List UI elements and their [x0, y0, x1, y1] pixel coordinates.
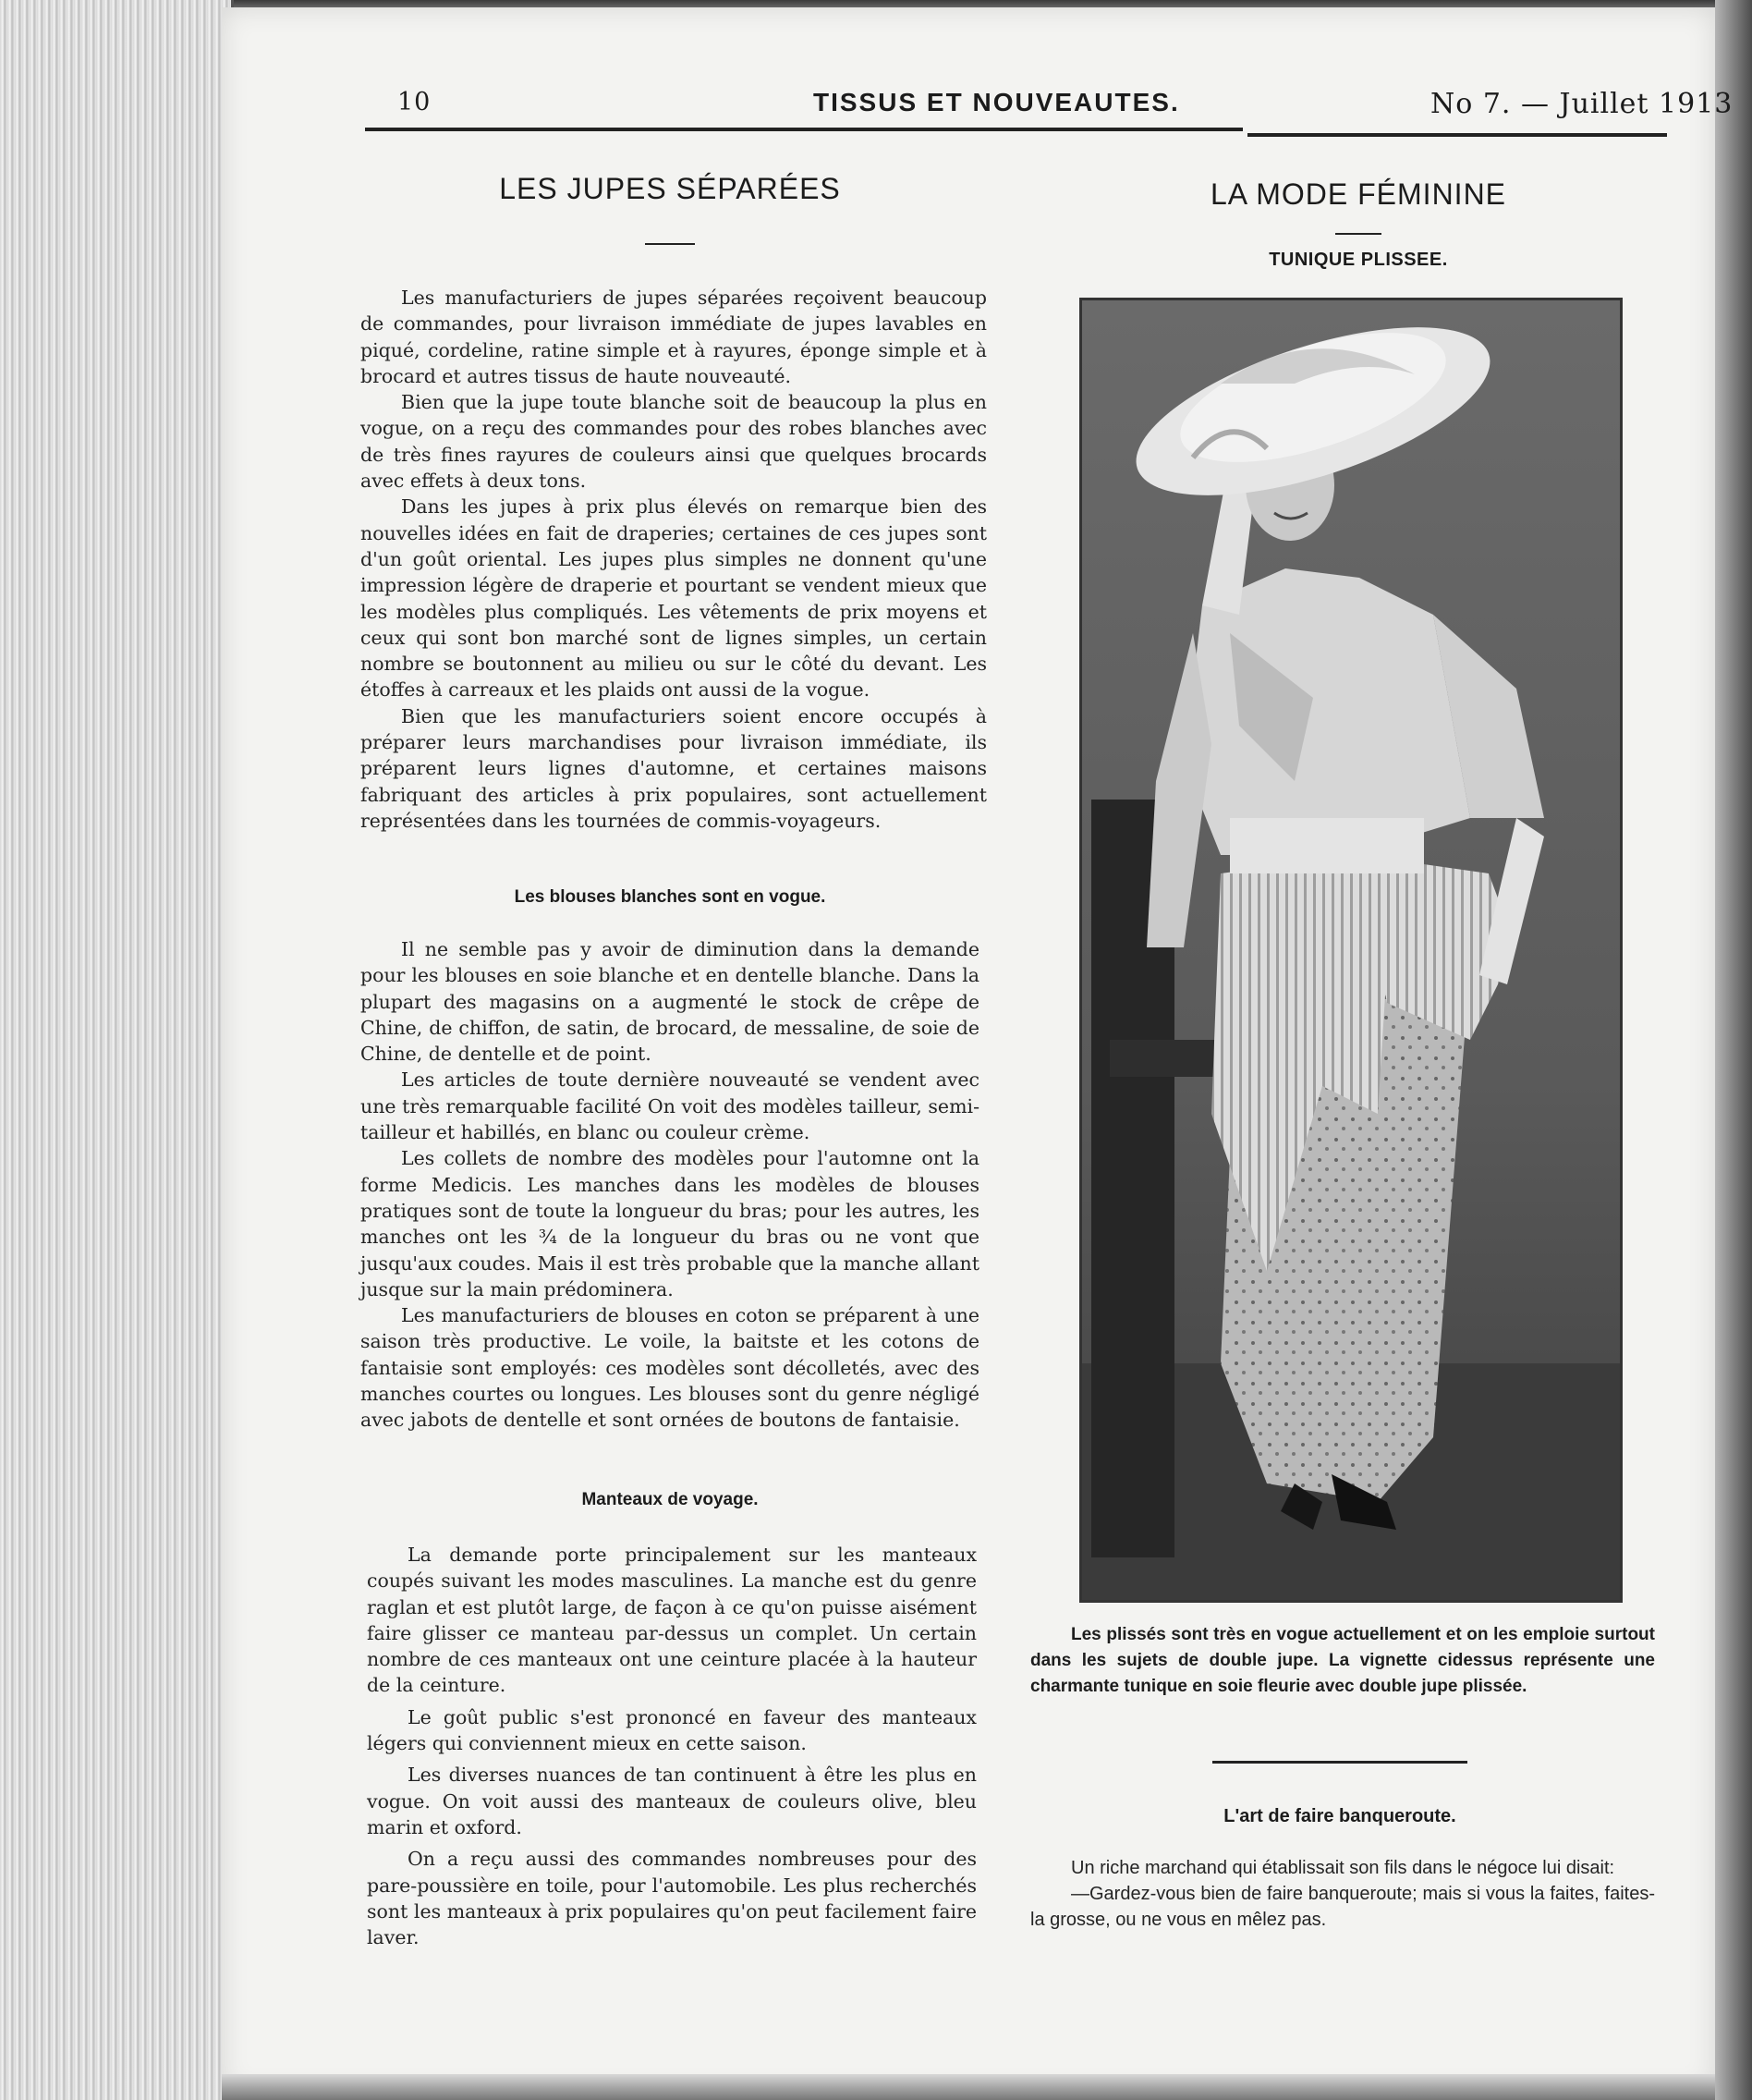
paragraph: Bien que la jupe toute blanche soit de beaucoup la plus en vogue, on a reçu des commandes pour des robes blanches avec de très fines rayures de couleurs ainsi que quelques brocards avec effets à deux tons. — [360, 391, 987, 493]
article-subtitle: TUNIQUE PLISSEE. — [1269, 250, 1448, 270]
paragraph: Les manufacturiers de jupes séparées reçoivent beaucoup de commandes, pour livraison immédiate de jupes lavables en piqué, cordeline, ratine simple et à rayures, éponge simple et à brocard et autres tissus de haute nouveauté. — [360, 287, 987, 387]
paragraph: Un riche marchand qui établissait son fils dans le négoce lui disait: — [1071, 1858, 1615, 1878]
section-heading: Manteaux de voyage. — [581, 1490, 759, 1509]
woman-in-pleated-tunic-image — [1082, 300, 1620, 1600]
book-right-edge — [1715, 0, 1752, 2100]
title-rule — [645, 243, 695, 245]
page-number: 10 — [397, 88, 432, 116]
book-page-edges — [0, 0, 234, 2100]
paragraph: —Gardez-vous bien de faire banqueroute; mais si vous la faites, faites-la grosse, ou ne vous en mêlez pas. — [1030, 1884, 1655, 1930]
paragraph: Dans les jupes à prix plus élevés on remarque bien des nouvelles idées en fait de draperies; certaines de ces jupes sont d'un goût oriental. Les jupes plus simples ne donnent qu'une impression légère de draperie et pourtant se vendent mieux que les modèles plus compliqués. Les vêtements de prix moyens et ceux qui sont bon marché sont de lignes simples, un certain nombre se boutonnent au milieu ou sur le côté du devant. Les étoffes à carreaux et les plaids ont aussi de la vogue. — [360, 495, 987, 702]
page-bottom-edge — [222, 2074, 1715, 2100]
article-title: LES JUPES SÉPARÉES — [499, 172, 841, 205]
article-body — [367, 1542, 977, 1950]
section-heading: Les blouses blanches sont en vogue. — [514, 887, 826, 907]
header-rule — [365, 128, 1243, 131]
section-divider — [1212, 1761, 1467, 1764]
paragraph: Les collets de nombre des modèles pour l'automne ont la forme Medicis. Les manches dans les modèles de blouses pratiques sont de toute la longueur du bras; pour les autres, les manches ont les ¾ de la longueur du bras ou ne vont que jusqu'aux coudes. Mais il est très probable que la manche allant jusque sur la main prédominera. — [360, 1147, 979, 1300]
section-heading: L'art de faire banqueroute. — [1223, 1806, 1456, 1826]
photo-caption: Les plissés sont très en vogue actuellement et on les emploie surtout dans les sujets de double jupe. La vignette cidessus représente une charmante tunique en soie fleurie avec double jupe plissée. — [1030, 1625, 1655, 1696]
paragraph: Les diverses nuances de tan continuent à être les plus en vogue. On voit aussi des manteaux de couleurs olive, bleu marin et oxford. — [367, 1764, 977, 1838]
paragraph: La demande porte principalement sur les manteaux coupés suivant les modes masculines. La manche est du genre raglan et est plutôt large, de façon à ce qu'on puisse aisément faire glisser ce manteau par-dessus un complet. Un certain nombre de ces manteaux ont une ceinture placée à la hauteur de la ceinture. — [367, 1544, 977, 1697]
paragraph: On a reçu aussi des commandes nombreuses pour des pare-poussière en toile, pour l'automobile. Les plus recherchés sont les manteaux à prix populaires qu'on peut facilement faire laver. — [367, 1848, 977, 1949]
article-body — [360, 936, 979, 1434]
paragraph: Les manufacturiers de blouses en coton se préparent à une saison très productive. Le voile, la baitste et les cotons de fantaisie sont employés: ces modèles sont décolletés, avec des manches courtes ou longues. Les blouses sont du genre négligé avec jabots de dentelle et sont ornées de boutons de fantaisie. — [360, 1304, 979, 1432]
article-title: LA MODE FÉMININE — [1210, 177, 1507, 211]
header-rule — [1247, 133, 1667, 137]
title-rule — [1335, 233, 1381, 235]
paragraph: Bien que les manufacturiers soient encore occupés à préparer leurs marchandises pour livraison immédiate, ils préparent leurs lignes d'automne, et certaines maisons fabriquant des articles à prix populaires, sont actuellement représentées dans les tournées de commis-voyageurs. — [360, 704, 987, 832]
fashion-photograph — [1079, 298, 1623, 1603]
paragraph: Il ne semble pas y avoir de diminution dans la demande pour les blouses en soie blanche et en dentelle blanche. Dans la plupart des magasins on a augmenté le stock de crêpe de Chine, de chiffon, de satin, de brocard, de messaline, de soie de Chine, de dentelle et de point. — [360, 938, 979, 1066]
article-body — [360, 285, 987, 834]
paragraph: Les articles de toute dernière nouveauté se vendent avec une très remarquable facilité On voit des modèles tailleur, semi-tailleur et habillés, en blanc ou couleur crème. — [360, 1068, 979, 1144]
issue-number-date: No 7. — Juillet 1913 — [1430, 88, 1734, 120]
paragraph: Le goût public s'est prononcé en faveur des manteaux légers qui conviennent mieux en cette saison. — [367, 1705, 977, 1755]
article-body — [1030, 1855, 1655, 1933]
journal-title: TISSUS ET NOUVEAUTES. — [813, 88, 1180, 116]
